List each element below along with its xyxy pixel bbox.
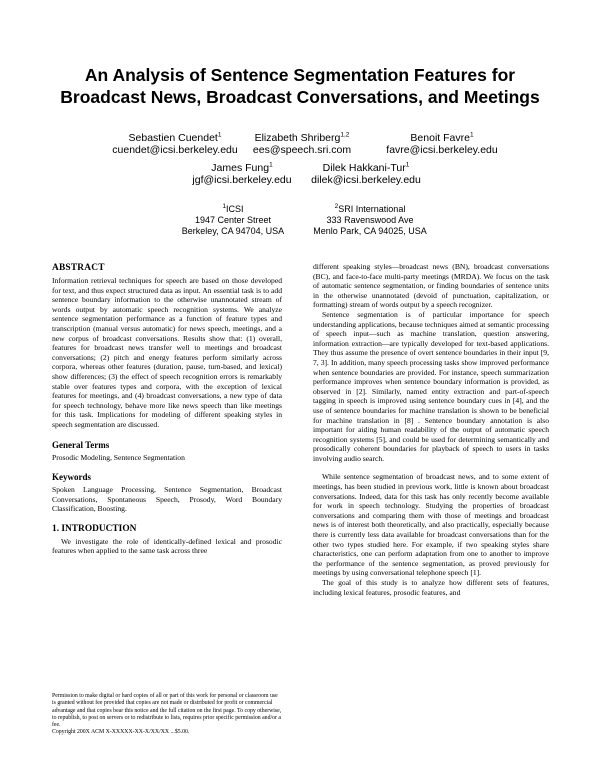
author-name: James Fung xyxy=(211,162,270,174)
abstract-heading: ABSTRACT xyxy=(52,263,105,273)
author-mark: 1,2 xyxy=(340,131,350,139)
right-column xyxy=(313,262,549,597)
affiliation-icsi xyxy=(163,204,303,237)
affiliation-street: 1947 Center Street xyxy=(194,215,272,225)
author-name: Elizabeth Shriberg xyxy=(254,132,341,144)
general-terms-text: Prosodic Modeling, Sentence Segmentation xyxy=(52,452,185,462)
left-column xyxy=(52,262,282,556)
keywords-text: Spoken Language Processing, Sentence Segmentation, Broadcast Conversations, Spontaneous Speech, Prosody, Word Boundary Classification, Boosting. xyxy=(52,485,282,514)
author-email: cuendet@icsi.berkeley.edu xyxy=(112,143,238,156)
permission-footnote xyxy=(52,693,282,737)
affiliation-name: ICSI xyxy=(226,204,244,214)
permission-text: Permission to make digital or hard copies of all or part of this work for personal or classroom use is granted without fee provided that copies are not made or distributed for profit or commercial advantage and that copies bear this notice and the full citation on the first page. To copy otherwise, to republish, to post on servers or to redistribute to lists, requires prior specific permission and/or a fee. xyxy=(52,693,282,729)
introduction-paragraph-3: While sentence segmentation of broadcast news, and to some extent of meetings, has been studied in previous work, little is known about broadcast conversations. Indeed, data for this task has only recently become available for work in speech technology. Studying the properties of broadcast conversations and comparing them with those of meetings and broadcast news is of interest both theoretically, and also practically, especially because there is currently less data available for broadcast conversations than for the other two types studied here. For example, if two speaking styles share characteristics, one can perform adaptation from one to another to improve the performance of the sentence segmentation, as proved previously for meetings by using conversational telephone speech [1]. xyxy=(313,472,549,578)
title-line-1: An Analysis of Sentence Segmentation Features for xyxy=(84,65,516,85)
affiliation-city: Berkeley, CA 94704, USA xyxy=(181,226,285,236)
introduction-heading: 1. INTRODUCTION xyxy=(52,523,137,534)
author-favre xyxy=(362,133,522,156)
author-email: ees@speech.sri.com xyxy=(252,143,352,156)
introduction-paragraph-1-continued: different speaking styles—broadcast news (BN), broadcast conversations (BC), and face-to-face multi-party meetings (MRDA). We focus on the task of automatic sentence segmentation, or finding boundaries of sentence units in the otherwise unannotated (devoid of punctuation, capitalization, or formatting) stream of words output by a speech recognizer. xyxy=(313,262,549,310)
affiliation-mark: 2 xyxy=(334,203,339,210)
author-email: favre@icsi.berkeley.edu xyxy=(386,143,498,156)
affiliation-sri xyxy=(300,204,440,237)
author-mark: 1 xyxy=(217,131,222,139)
author-name: Benoit Favre xyxy=(410,132,470,144)
author-mark: 1 xyxy=(405,161,410,169)
abstract-text: Information retrieval techniques for speech are based on those developed for text, and thus expect structured data as input. An essential task is to add sentence boundary information to the otherwise unannotated stream of words output by automatic speech recognition systems. We analyze sentence segmentation performance as a function of feature types and transcription (manual versus automatic) for news speech, meetings, and a new corpus of broadcast conversations. Results show that: (1) overall, features for broadcast news transfer well to meetings and broadcast conversations; (2) pitch and energy features perform similarly across corpora, whereas other features (duration, pause, turn-based, and lexical) show differences; (3) the effect of speech recognition errors is remarkably stable over features types and corpora, with the exception of lexical features for meetings, and (4) broadcast conversations, a new type of data for speech technology, behave more like news speech than like meetings for this task. Implications for modeling of different speaking styles in speech segmentation are discussed. xyxy=(52,276,282,429)
author-shriberg xyxy=(222,133,382,156)
introduction-paragraph-2: Sentence segmentation is of particular importance for speech understanding applications, because techniques aimed at semantic processing of speech input—such as machine translation, question answering, information extraction—are typically developed for text-based applications. They thus assume the presence of overt sentence boundaries in their input [9, 7, 3]. In addition, many speech processing tasks show improved performance when sentence boundaries are provided. For instance, speech summarization performance improves when sentence boundary information is provided, as observed in [2]. Similarly, named entity extraction and part-of-speech tagging in speech is improved using sentence boundary cues in [4], and the use of sentence boundaries for machine translation is shown to be beneficial for machine translation in [8] . Sentence boundary annotation is also important for aiding human readability of the output of automatic speech recognition systems [5], and could be used for determining semantically and prosodically coherent boundaries for playback of speech to users in tasks involving audio search. xyxy=(313,309,549,463)
affiliation-mark: 1 xyxy=(222,203,227,210)
author-hakkani-tur xyxy=(286,163,446,186)
general-terms-heading: General Terms xyxy=(52,439,110,450)
affiliation-street: 333 Ravenswood Ave xyxy=(326,215,414,225)
author-mark: 1 xyxy=(269,161,273,169)
author-name: Sebastien Cuendet xyxy=(128,132,218,144)
author-email: jgf@icsi.berkeley.edu xyxy=(192,173,292,186)
keywords-heading: Keywords xyxy=(52,472,91,483)
paper-title xyxy=(40,64,560,108)
author-email: dilek@icsi.berkeley.edu xyxy=(311,173,421,186)
affiliation-city: Menlo Park, CA 94025, USA xyxy=(313,226,427,236)
introduction-paragraph-4: The goal of this study is to analyze how different sets of features, including lexical features, prosodic features, and xyxy=(313,578,549,597)
author-mark: 1 xyxy=(469,131,474,139)
introduction-paragraph-1: We investigate the role of identically-defined lexical and prosodic features when applied to the same task across three xyxy=(52,536,282,556)
copyright-text: Copyright 200X ACM X-XXXXX-XX-X/XX/XX ...$5.00. xyxy=(52,729,190,736)
affiliation-name: SRI International xyxy=(338,204,406,214)
author-name: Dilek Hakkani-Tur xyxy=(322,162,406,174)
title-line-2: Broadcast News, Broadcast Conversations, and Meetings xyxy=(60,87,540,107)
